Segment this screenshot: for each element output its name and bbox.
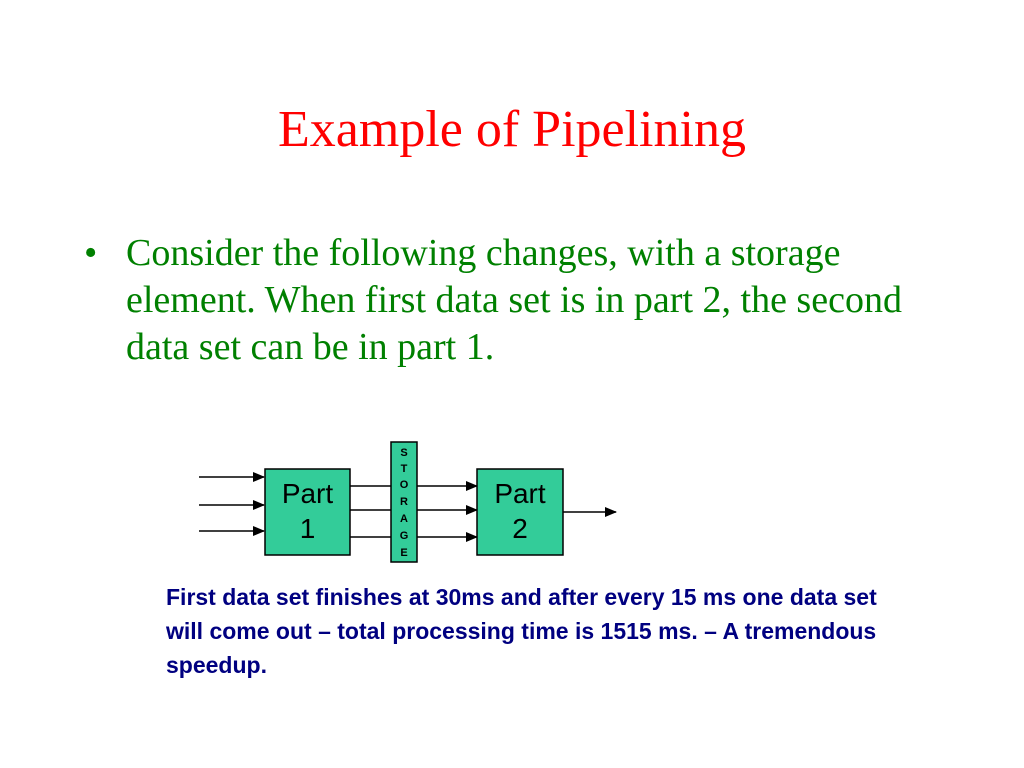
storage-letter: S (400, 447, 408, 459)
storage-letter: O (399, 479, 409, 491)
part2-box (477, 469, 563, 555)
part1-box (265, 469, 350, 555)
bullet-dot: • (84, 232, 98, 274)
slide-title: Example of Pipelining (278, 101, 746, 158)
caption-text: First data set finishes at 30ms and after every 15 ms one data set will come out – total processing time is 1515 ms. – A tremendous speedup. (166, 584, 877, 678)
storage-letter: R (400, 496, 408, 508)
part1-label-line1: Part (281, 478, 334, 509)
storage-letter: E (400, 547, 408, 559)
storage-letter: A (400, 513, 408, 525)
part2-label-line2: 2 (512, 513, 528, 544)
part1-label-line2: 1 (299, 513, 316, 544)
bullet-text: Consider the following changes, with a storage element. When first data set is in part 2, the second data set can be in part 1. (126, 232, 902, 368)
storage-letter: G (399, 530, 409, 542)
storage-letter: T (400, 463, 408, 475)
part2-label-line1: Part (494, 478, 546, 509)
storage-element (391, 442, 417, 562)
